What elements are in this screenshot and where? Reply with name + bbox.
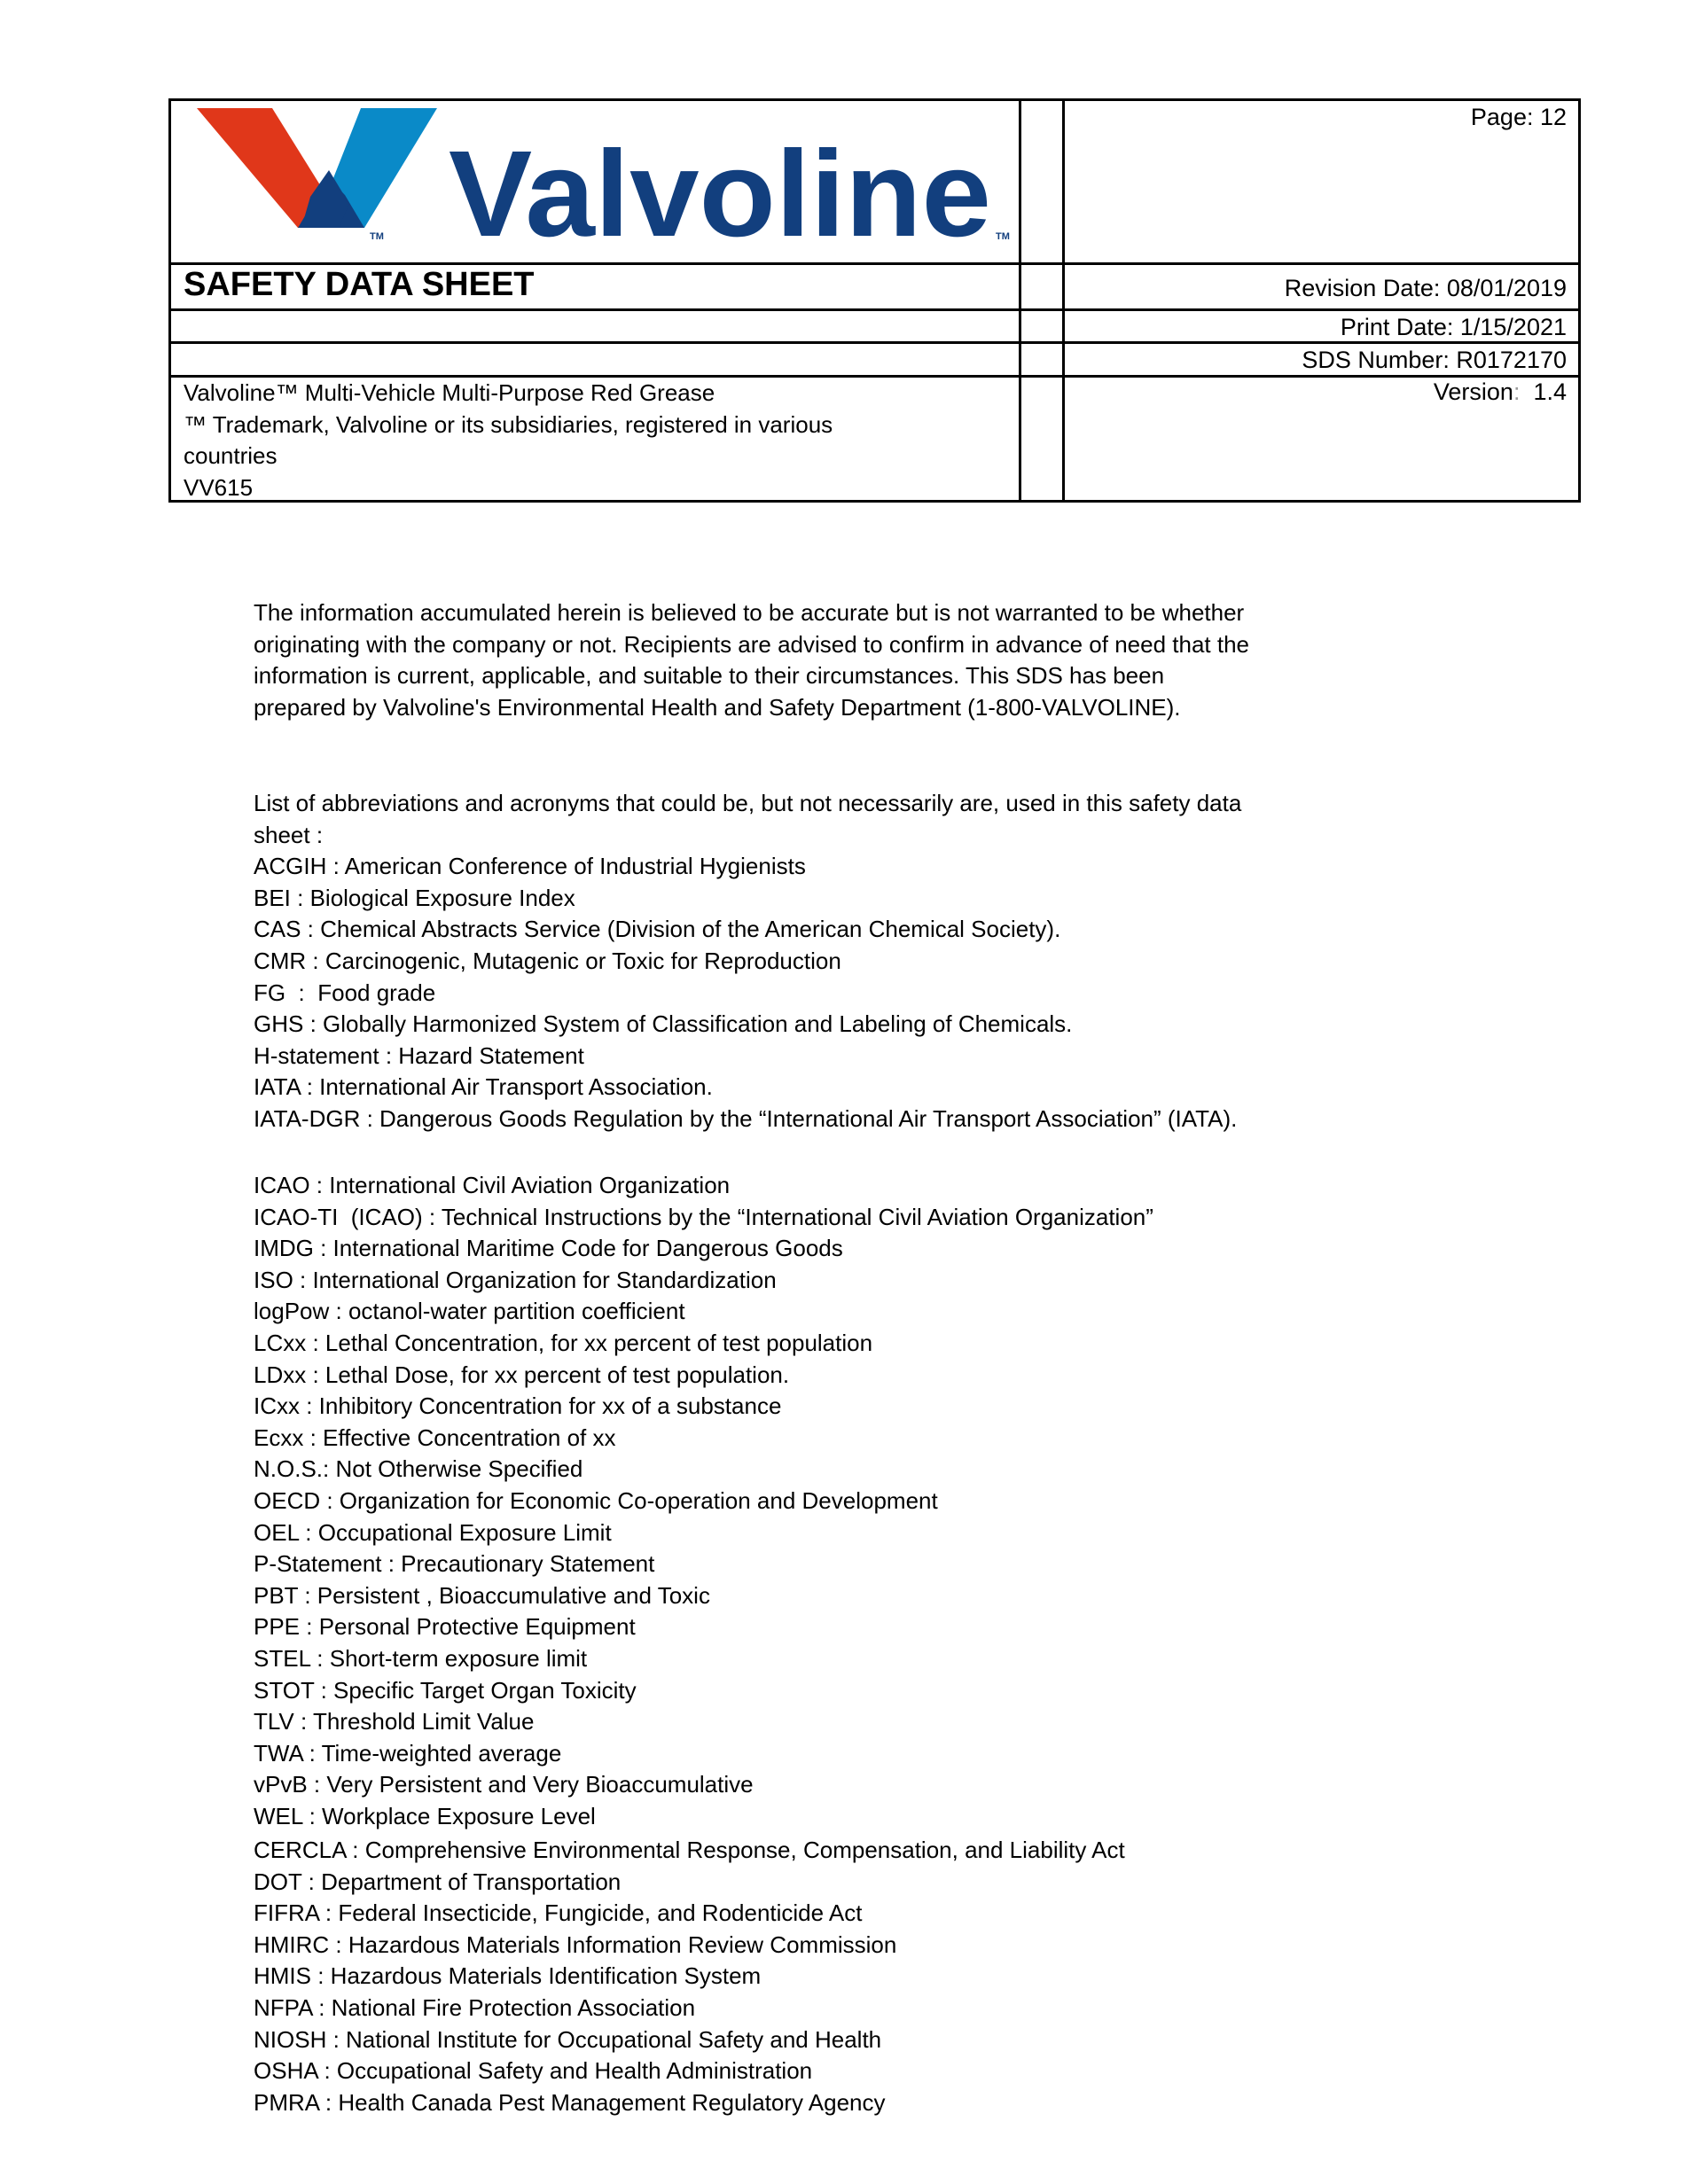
list-item: OEL : Occupational Exposure Limit bbox=[254, 1518, 612, 1546]
list-item: ACGIH : American Conference of Industrial Hygienists bbox=[254, 853, 806, 880]
column-divider bbox=[1019, 101, 1021, 500]
list-item: CMR : Carcinogenic, Mutagenic or Toxic for Reproduction bbox=[254, 947, 841, 974]
abbreviations-list-general bbox=[254, 788, 1241, 1135]
list-item: HMIS : Hazardous Materials Identification System bbox=[254, 1962, 762, 1990]
revision-date: Revision Date: 08/01/2019 bbox=[1284, 275, 1567, 301]
list-item: BEI : Biological Exposure Index bbox=[254, 884, 575, 911]
list-item: WEL : Workplace Exposure Level bbox=[254, 1802, 596, 1829]
page-number: Page: 12 bbox=[1470, 104, 1567, 130]
trademark-notice-cont: countries bbox=[184, 442, 278, 469]
list-item: DOT : Department of Transportation bbox=[254, 1868, 622, 1895]
abbreviations-heading-cont: sheet : bbox=[254, 821, 324, 848]
list-item: CERCLA : Comprehensive Environmental Response, Compensation, and Liability Act bbox=[254, 1837, 1125, 1863]
version bbox=[1065, 376, 1567, 408]
sds-number: SDS Number: R0172170 bbox=[1302, 347, 1567, 373]
version-label: Version bbox=[1433, 378, 1513, 405]
svg-text:TM: TM bbox=[996, 231, 1010, 242]
text-line: The information accumulated herein is believed to be accurate but is not warranted to be whether bbox=[254, 599, 1245, 626]
list-item: LCxx : Lethal Concentration, for xx percent of test population bbox=[254, 1329, 873, 1356]
list-item: ICAO-TI (ICAO) : Technical Instructions by the “International Civil Aviation Organization” bbox=[254, 1203, 1153, 1230]
abbreviations-list-transport-tox bbox=[254, 1170, 1153, 1832]
sds-header-table bbox=[168, 98, 1581, 503]
list-item: PBT : Persistent , Bioaccumulative and Toxic bbox=[254, 1581, 710, 1609]
list-item: P-Statement : Precautionary Statement bbox=[254, 1550, 655, 1578]
document-title: SAFETY DATA SHEET bbox=[184, 266, 535, 303]
list-item: OSHA : Occupational Safety and Health Administration bbox=[254, 2057, 813, 2085]
list-item: FIFRA : Federal Insecticide, Fungicide, and Rodenticide Act bbox=[254, 1899, 863, 1927]
valvoline-logo bbox=[194, 106, 1010, 244]
valvoline-v-mark-icon bbox=[194, 106, 1010, 244]
list-item: TLV : Threshold Limit Value bbox=[254, 1708, 535, 1736]
list-item: logPow : octanol-water partition coefficient bbox=[254, 1298, 685, 1325]
list-item: PPE : Personal Protective Equipment bbox=[254, 1613, 636, 1641]
list-item: FG : Food grade bbox=[254, 979, 436, 1006]
list-item: Ecxx : Effective Concentration of xx bbox=[254, 1424, 616, 1451]
list-item: ISO : International Organization for Standardization bbox=[254, 1266, 777, 1293]
disclaimer-paragraph bbox=[254, 597, 1249, 723]
list-item: PMRA : Health Canada Pest Management Regulatory Agency bbox=[254, 2088, 886, 2116]
abbreviations-heading: List of abbreviations and acronyms that could be, but not necessarily are, used in this safety data bbox=[254, 790, 1242, 816]
list-item: OECD : Organization for Economic Co-operation and Development bbox=[254, 1486, 938, 1514]
text-line: prepared by Valvoline's Environmental Health and Safety Department (1-800-VALVOLINE). bbox=[254, 693, 1181, 721]
list-item: GHS : Globally Harmonized System of Classification and Labeling of Chemicals. bbox=[254, 1010, 1073, 1038]
trademark-notice: ™ Trademark, Valvoline or its subsidiaries, registered in various bbox=[184, 410, 833, 438]
list-item: N.O.S.: Not Otherwise Specified bbox=[254, 1455, 583, 1483]
product-info bbox=[184, 378, 1017, 503]
version-separator: : bbox=[1513, 378, 1521, 405]
svg-text:TM: TM bbox=[370, 231, 384, 242]
list-item: NIOSH : National Institute for Occupational Safety and Health bbox=[254, 2025, 882, 2053]
list-item: IATA : International Air Transport Association. bbox=[254, 1073, 713, 1101]
list-item: ICxx : Inhibitory Concentration for xx of a substance bbox=[254, 1392, 782, 1420]
list-item: NFPA : National Fire Protection Association bbox=[254, 1993, 696, 2021]
list-item: TWA : Time-weighted average bbox=[254, 1739, 562, 1767]
version-value: 1.4 bbox=[1520, 378, 1567, 405]
abbreviations-list-us-regulatory bbox=[254, 1835, 1125, 2118]
list-item: CAS : Chemical Abstracts Service (Division of the American Chemical Society). bbox=[254, 916, 1061, 943]
list-item: STOT : Specific Target Organ Toxicity bbox=[254, 1676, 637, 1704]
product-name: Valvoline™ Multi-Vehicle Multi-Purpose Red Grease bbox=[184, 379, 715, 406]
list-item: STEL : Short-term exposure limit bbox=[254, 1644, 588, 1672]
list-item: HMIRC : Hazardous Materials Information Review Commission bbox=[254, 1930, 897, 1958]
svg-text:Valvoline: Valvoline bbox=[449, 126, 991, 244]
list-item: vPvB : Very Persistent and Very Bioaccumulative bbox=[254, 1771, 754, 1798]
list-item: LDxx : Lethal Dose, for xx percent of test population. bbox=[254, 1361, 790, 1388]
text-line: information is current, applicable, and suitable to their circumstances. This SDS has been bbox=[254, 662, 1165, 690]
text-line: originating with the company or not. Recipients are advised to confirm in advance of need that the bbox=[254, 630, 1249, 658]
list-item: IATA-DGR : Dangerous Goods Regulation by the “International Air Transport Association” (IATA). bbox=[254, 1104, 1238, 1132]
print-date: Print Date: 1/15/2021 bbox=[1340, 314, 1567, 340]
list-item: IMDG : International Maritime Code for Dangerous Goods bbox=[254, 1235, 843, 1262]
list-item: ICAO : International Civil Aviation Organization bbox=[254, 1172, 731, 1198]
product-code: VV615 bbox=[184, 473, 254, 501]
list-item: H-statement : Hazard Statement bbox=[254, 1041, 584, 1069]
